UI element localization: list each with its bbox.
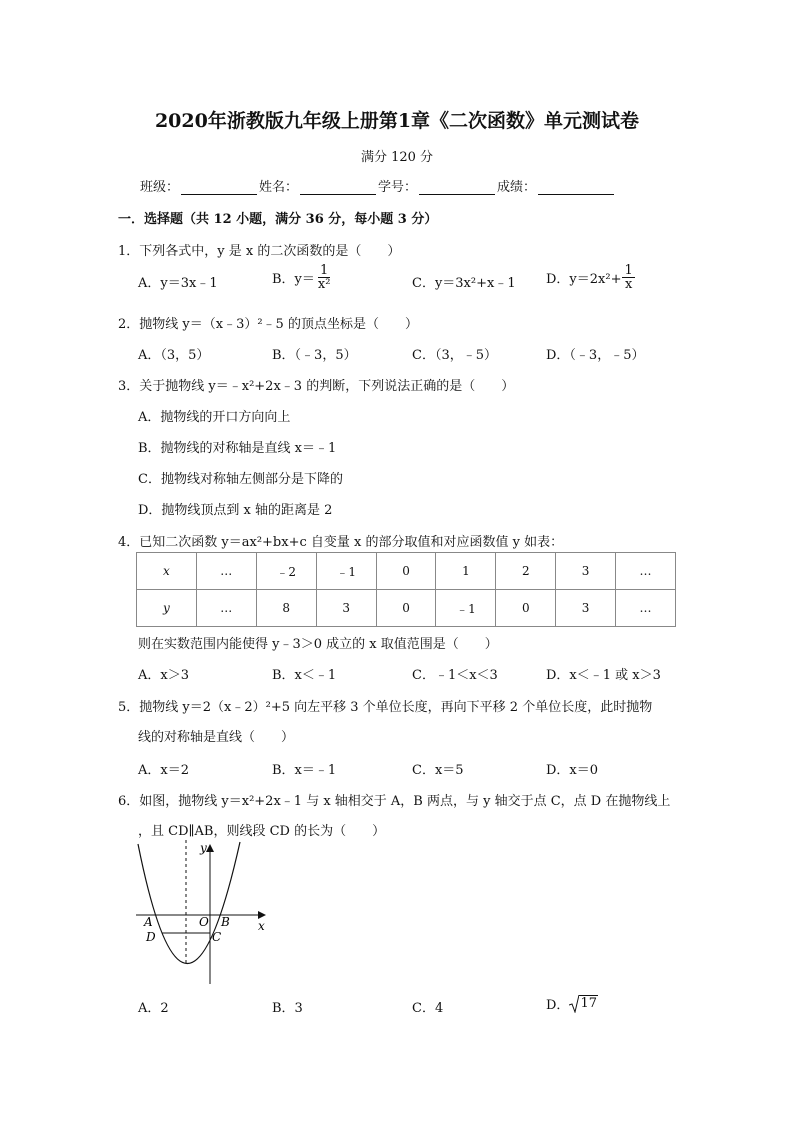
q1-d-prefix: D．y＝2x²+: [546, 272, 622, 287]
score-blank[interactable]: [538, 180, 614, 195]
id-label: 学号：: [378, 180, 418, 195]
question-5-stem-line1: 5．抛物线 y＝2（x﹣2）²+5 向左平移 3 个单位长度，再向下平移 2 个单位长度，此时抛物: [118, 700, 653, 715]
table-cell: 1: [436, 553, 496, 590]
q1-b-denominator: x²: [317, 277, 331, 292]
class-label: 班级：: [140, 180, 180, 195]
q2-option-c[interactable]: C．（3，﹣5）: [412, 348, 497, 363]
q3-option-b[interactable]: B．抛物线的对称轴是直线 x＝﹣1: [138, 441, 337, 456]
q6-option-a[interactable]: A．2: [138, 1001, 169, 1016]
q2-option-a[interactable]: A．（3，5）: [138, 348, 210, 363]
q1-b-fraction: [316, 264, 333, 291]
class-blank[interactable]: [181, 180, 257, 195]
score-label: 成绩：: [497, 180, 537, 195]
q4-option-a[interactable]: A．x＞3: [138, 668, 189, 683]
question-2-stem: 2．抛物线 y＝（x﹣3）²﹣5 的顶点坐标是（ ）: [118, 317, 418, 332]
q6-option-b[interactable]: B．3: [272, 1001, 303, 1016]
table-cell: x: [137, 553, 197, 590]
parabola-curve: [138, 842, 240, 964]
label-b: B: [221, 915, 230, 929]
q3-option-d[interactable]: D．抛物线顶点到 x 轴的距离是 2: [138, 503, 333, 518]
table-cell: 0: [496, 590, 556, 627]
table-cell: ﹣2: [256, 553, 316, 590]
q2-option-b[interactable]: B．（﹣3，5）: [272, 348, 357, 363]
table-cell: ﹣1: [316, 553, 376, 590]
label-o: O: [199, 915, 209, 929]
q3-option-c[interactable]: C．抛物线对称轴左侧部分是下降的: [138, 472, 343, 487]
q6-option-c[interactable]: C．4: [412, 1001, 444, 1016]
q6-d-sqrt: [569, 995, 598, 1013]
y-axis-arrow: [206, 844, 214, 852]
table-cell: 8: [256, 590, 316, 627]
q1-b-prefix: B．y＝: [272, 272, 315, 287]
q6-parabola-figure: [128, 838, 278, 990]
table-cell: 0: [376, 553, 436, 590]
question-4-stem: 4．已知二次函数 y＝ax²+bx+c 自变量 x 的部分取值和对应函数值 y 如表：: [118, 535, 564, 550]
q6-option-d[interactable]: [546, 994, 598, 1013]
q4-option-c[interactable]: C．﹣1＜x＜3: [412, 668, 498, 683]
q5-option-a[interactable]: A．x＝2: [138, 763, 189, 778]
name-blank[interactable]: [300, 180, 376, 195]
table-cell: 3: [556, 553, 616, 590]
q4-question: 则在实数范围内能使得 y﹣3＞0 成立的 x 取值范围是（ ）: [138, 637, 498, 652]
question-6-stem-line2: ，且 CD∥AB，则线段 CD 的长为（ ）: [138, 824, 386, 839]
q1-d-fraction: [622, 264, 634, 291]
table-cell: …: [615, 553, 675, 590]
q1-d-numerator: 1: [624, 263, 633, 278]
table-cell: 2: [496, 553, 556, 590]
table-row-x: [137, 553, 676, 590]
q4-value-table: [136, 552, 676, 627]
page-subtitle: 满分 120 分: [360, 150, 434, 165]
q6-d-prefix: D．: [546, 998, 570, 1013]
q1-option-d[interactable]: [546, 264, 636, 291]
question-6-stem-line1: 6．如图，抛物线 y＝x²+2x﹣1 与 x 轴相交于 A，B 两点，与 y 轴交于点 C，点 D 在抛物线上: [118, 794, 671, 809]
table-cell: 3: [556, 590, 616, 627]
q5-option-b[interactable]: B．x＝﹣1: [272, 763, 337, 778]
id-blank[interactable]: [419, 180, 495, 195]
table-cell: …: [615, 590, 675, 627]
q1-option-b[interactable]: [272, 264, 333, 291]
q4-option-b[interactable]: B．x＜﹣1: [272, 668, 337, 683]
question-1-stem: 1．下列各式中，y 是 x 的二次函数的是（ ）: [118, 244, 401, 259]
table-cell: ﹣1: [436, 590, 496, 627]
q6-d-radicand: 17: [580, 996, 597, 1011]
student-info-row: [140, 176, 616, 195]
name-label: 姓名：: [259, 180, 299, 195]
q3-option-a[interactable]: A．抛物线的开口方向向上: [138, 410, 291, 425]
x-axis-arrow: [258, 911, 266, 919]
q1-b-numerator: 1: [320, 263, 329, 278]
q5-option-d[interactable]: D．x＝0: [546, 763, 599, 778]
label-x: x: [258, 919, 265, 933]
q5-option-c[interactable]: C．x＝5: [412, 763, 464, 778]
table-cell: 0: [376, 590, 436, 627]
sqrt-sign-icon: [569, 995, 579, 1013]
label-c: C: [212, 930, 222, 944]
table-cell: y: [137, 590, 197, 627]
table-cell: …: [196, 590, 256, 627]
table-cell: …: [196, 553, 256, 590]
question-3-stem: 3．关于抛物线 y＝﹣x²+2x﹣3 的判断，下列说法正确的是（ ）: [118, 379, 515, 394]
label-d: D: [146, 930, 156, 944]
section-heading: 一．选择题（共 12 小题，满分 36 分，每小题 3 分）: [118, 212, 438, 227]
question-5-stem-line2: 线的对称轴是直线（ ）: [138, 730, 295, 745]
page-title: 2020年浙教版九年级上册第1章《二次函数》单元测试卷: [154, 110, 640, 132]
table-cell: 3: [316, 590, 376, 627]
table-row-y: [137, 590, 676, 627]
q1-d-denominator: x: [624, 277, 633, 292]
q4-option-d[interactable]: D．x＜﹣1 或 x＞3: [546, 668, 661, 683]
q2-option-d[interactable]: D．（﹣3，﹣5）: [546, 348, 645, 363]
label-y: y: [200, 841, 207, 855]
q1-option-c[interactable]: C．y＝3x²+x﹣1: [412, 276, 516, 291]
label-a: A: [144, 915, 153, 929]
q1-option-a[interactable]: A．y＝3x﹣1: [138, 276, 218, 291]
